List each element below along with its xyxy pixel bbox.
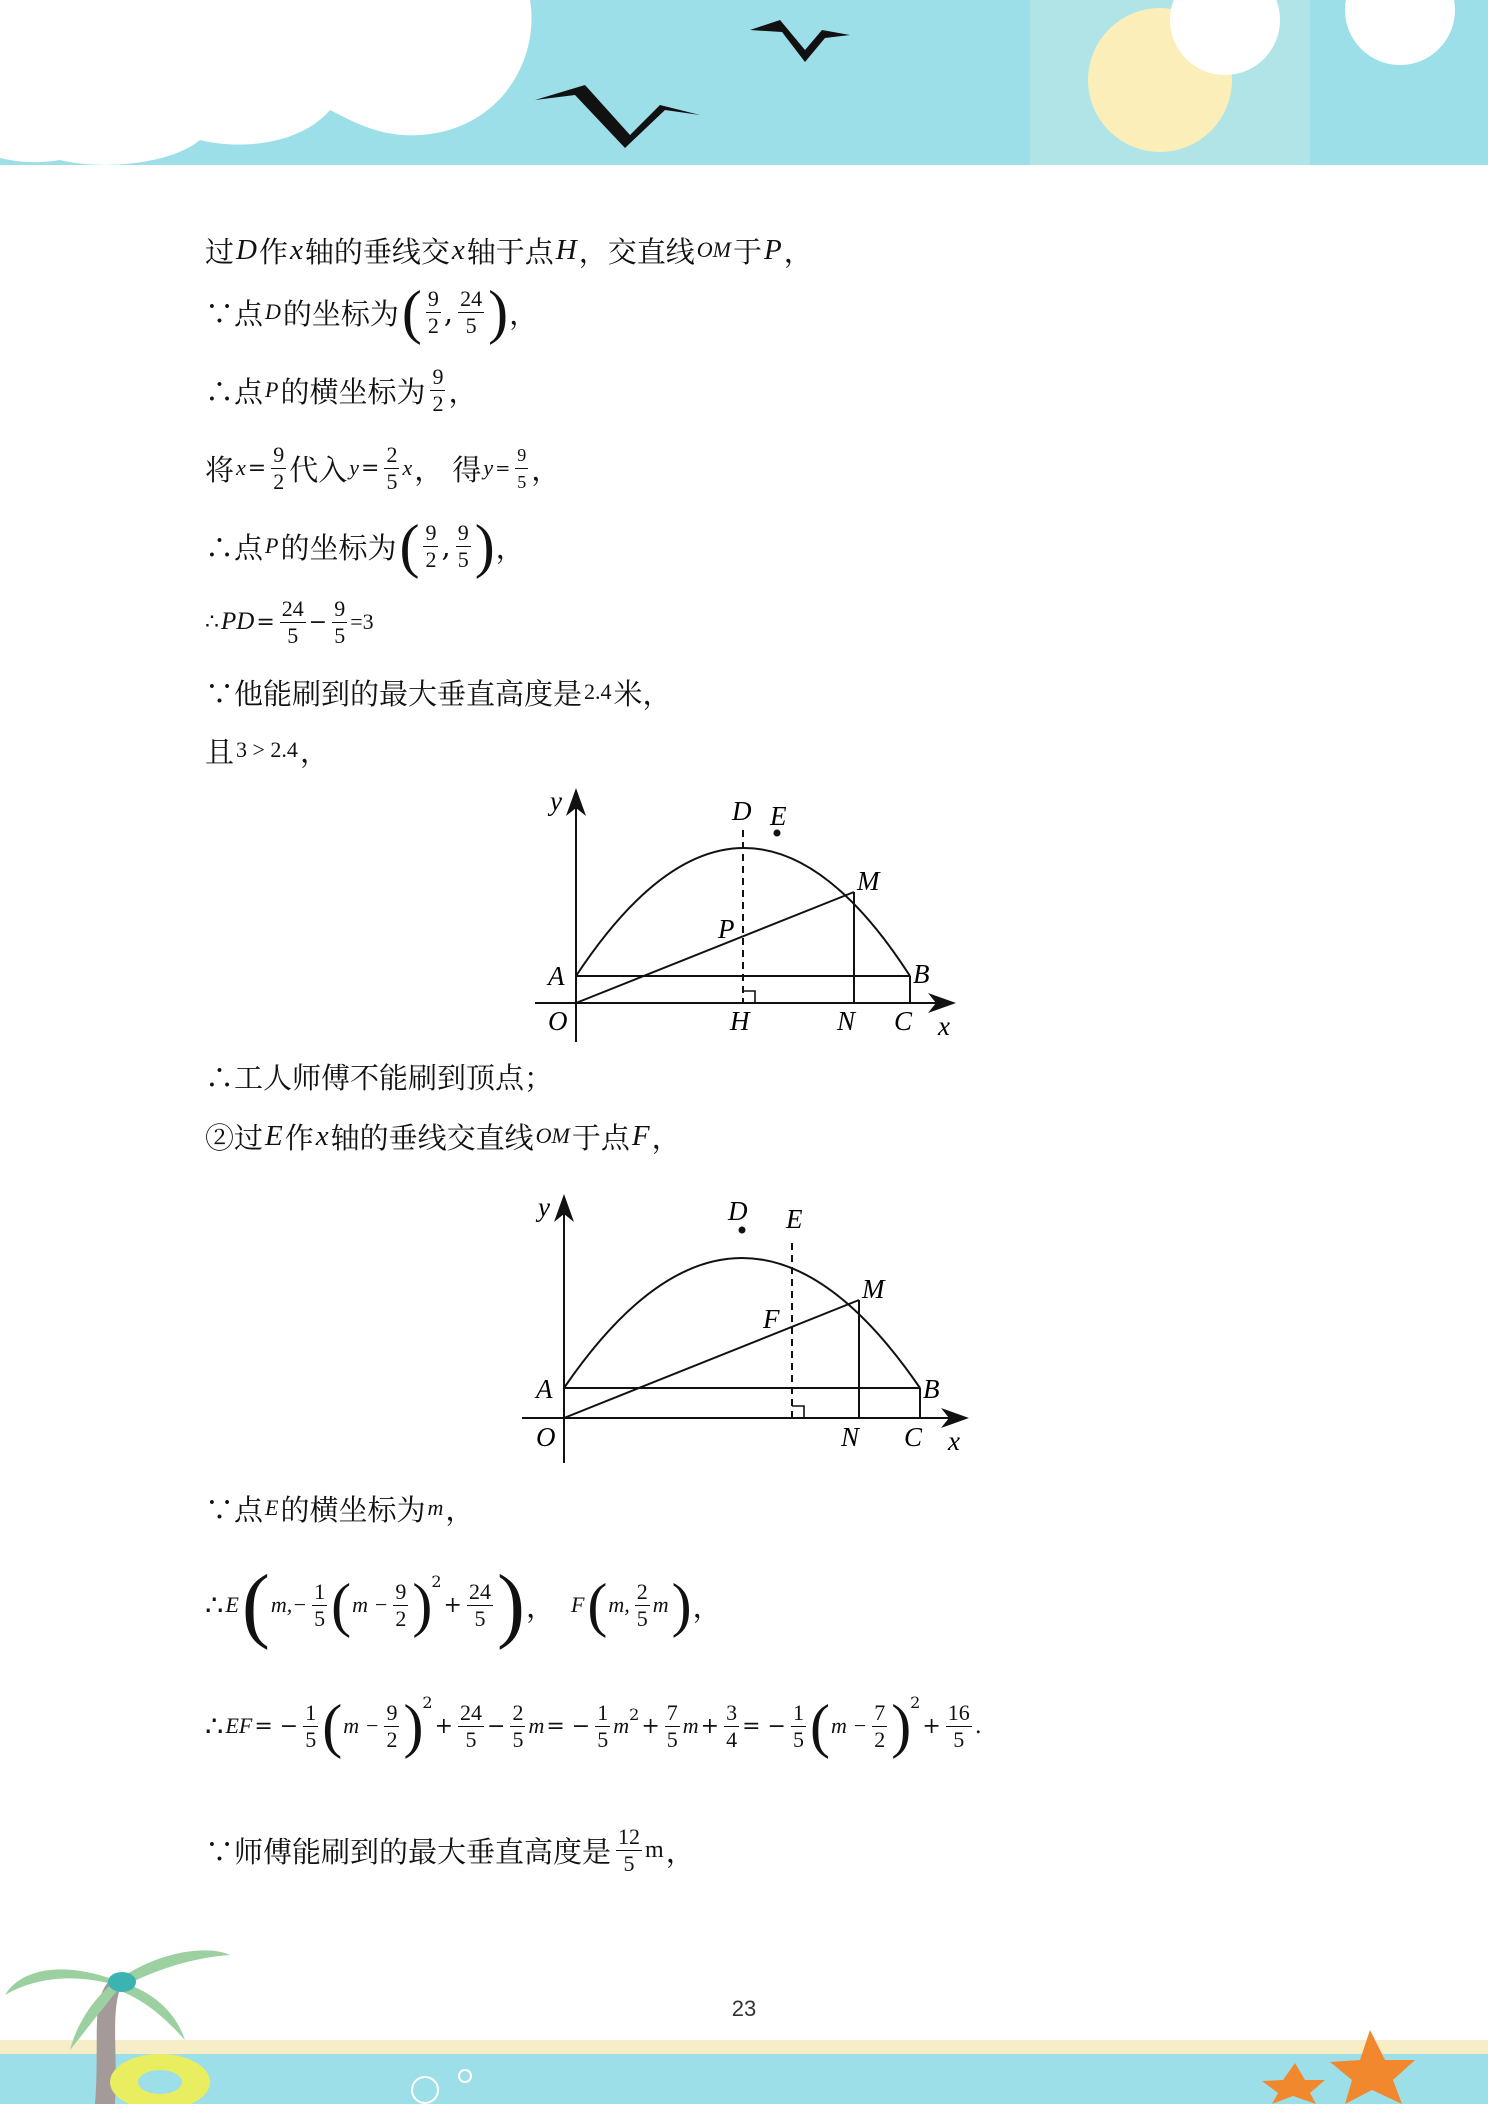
text: ②过 — [205, 1120, 264, 1155]
label-M: M — [862, 1274, 885, 1304]
text: 于点 — [571, 1120, 630, 1155]
left-paren: ( — [322, 1693, 343, 1759]
text: ， — [495, 530, 525, 565]
label-y: y — [538, 1192, 550, 1222]
denominator: 5 — [636, 1605, 648, 1631]
label-H: H — [730, 1006, 750, 1036]
denominator: 5 — [666, 1726, 678, 1752]
label-O: O — [548, 1006, 568, 1036]
denominator: 5 — [623, 1850, 635, 1876]
text: ， — [665, 1834, 695, 1869]
label-M: M — [857, 866, 880, 896]
left-paren: ( — [241, 1558, 270, 1651]
var-H: H — [555, 233, 577, 266]
line-OM — [564, 1300, 859, 1418]
numerator: 9 — [273, 441, 285, 467]
text: 米， — [613, 676, 672, 711]
exponent: 2 — [431, 1571, 442, 1591]
text: ∴ — [205, 1588, 224, 1622]
text: 于 — [732, 234, 762, 269]
var-OM: OM — [535, 1123, 570, 1148]
exponent: 2 — [422, 1692, 433, 1712]
denominator: 2 — [432, 390, 444, 416]
label-A: A — [548, 961, 565, 991]
unit: m — [645, 1836, 664, 1863]
plus: + — [434, 1713, 454, 1739]
inequality: 3 > 2.4 — [236, 737, 298, 762]
right-paren: ) — [488, 279, 509, 345]
numerator: 9 — [457, 519, 469, 545]
label-N: N — [837, 1006, 856, 1036]
numerator: 1 — [305, 1699, 317, 1725]
numerator: 7 — [874, 1699, 886, 1725]
result: =3 — [350, 609, 374, 634]
var-P: P — [265, 533, 279, 558]
label-y: y — [550, 786, 562, 816]
line-5 — [205, 511, 527, 581]
numerator: 9 — [427, 285, 439, 311]
equals: = − — [546, 1713, 591, 1739]
text: ∴ — [205, 609, 219, 635]
value: 2.4 — [584, 679, 612, 704]
var-m: m — [652, 1592, 669, 1617]
text: 的坐标为 — [282, 296, 399, 331]
right-paren: ) — [671, 1572, 692, 1638]
var-P: P — [265, 377, 279, 402]
top-banner — [0, 0, 1488, 170]
text: 轴于点 — [466, 234, 554, 269]
denominator: 2 — [386, 1726, 398, 1752]
fraction — [510, 1700, 525, 1753]
fraction — [872, 1700, 887, 1753]
var-EF: EF — [225, 1713, 253, 1738]
numerator: 16 — [947, 1699, 970, 1725]
fraction — [458, 286, 484, 339]
var-m: m — [427, 1495, 444, 1520]
right-paren: ) — [891, 1693, 912, 1759]
plus: + — [641, 1713, 660, 1739]
palm-leaf — [5, 1969, 115, 1995]
fraction — [393, 1579, 408, 1632]
text: ∴工人师傅不能刷到顶点； — [205, 1060, 554, 1095]
label-A: A — [536, 1374, 553, 1404]
denominator: 5 — [334, 622, 346, 648]
plus: + — [443, 1592, 462, 1618]
left-paren: ( — [401, 279, 422, 345]
text: ， 得 — [414, 452, 482, 487]
numerator: 9 — [395, 1578, 407, 1604]
numerator: 2 — [636, 1578, 648, 1604]
text: ∴点 — [205, 530, 264, 565]
equals: = — [247, 455, 267, 481]
var-x: x — [451, 233, 465, 266]
fraction — [423, 520, 438, 573]
comma: , — [443, 295, 454, 329]
denominator: 5 — [517, 471, 527, 492]
figure-1-diagram — [520, 780, 970, 1045]
var-D: D — [265, 299, 281, 324]
numerator: 12 — [618, 1823, 641, 1849]
var-E: E — [225, 1592, 239, 1617]
var-D: D — [236, 233, 257, 266]
exponent: 2 — [910, 1692, 921, 1712]
equals: = — [256, 609, 275, 635]
numerator: 9 — [425, 519, 437, 545]
text: ， — [783, 234, 813, 269]
text: ， — [445, 1492, 475, 1527]
text: ∴ — [205, 1709, 224, 1743]
var-m: m — [682, 1713, 699, 1738]
label-N: N — [841, 1422, 860, 1452]
minus: − — [487, 1713, 506, 1739]
denominator: 5 — [457, 546, 469, 572]
label-D: D — [732, 796, 752, 826]
label-B: B — [913, 959, 930, 989]
denominator: 5 — [474, 1605, 486, 1631]
var-y: y — [483, 455, 494, 480]
right-paren: ) — [496, 1558, 525, 1651]
denominator: 2 — [395, 1605, 407, 1631]
numerator: 3 — [726, 1699, 738, 1725]
fraction — [515, 442, 528, 495]
text: 的横坐标为 — [280, 1492, 426, 1527]
text: ， — [692, 1589, 722, 1624]
fraction — [384, 442, 399, 495]
text: 的坐标为 — [280, 530, 397, 565]
label-C: C — [894, 1006, 913, 1036]
var-x: x — [402, 455, 413, 480]
fraction — [430, 364, 445, 417]
fraction — [665, 1700, 680, 1753]
text: ∵点 — [205, 1492, 264, 1527]
right-paren: ) — [403, 1693, 424, 1759]
fraction — [595, 1700, 610, 1753]
left-paren: ( — [331, 1572, 352, 1638]
text: 过 — [205, 234, 235, 269]
numerator: 9 — [386, 1699, 398, 1725]
period: . — [974, 1713, 982, 1739]
text: 代入 — [289, 452, 348, 487]
numerator: 1 — [792, 1699, 804, 1725]
right-angle-mark — [792, 1406, 804, 1418]
var-F: F — [631, 1119, 650, 1152]
var-x: x — [315, 1119, 329, 1152]
var-y: y — [349, 455, 359, 480]
denominator: 4 — [726, 1726, 738, 1752]
equals: = — [361, 455, 380, 481]
text: 将 — [205, 452, 235, 487]
var-m: m − — [343, 1713, 380, 1738]
right-paren: ) — [412, 1572, 433, 1638]
text: ， — [525, 1589, 555, 1624]
text: ∴点 — [205, 374, 264, 409]
var-m: m − — [830, 1713, 868, 1738]
point-D — [739, 1227, 746, 1234]
fraction — [456, 520, 471, 573]
text: ， — [509, 296, 539, 331]
var-m: m,− — [270, 1592, 308, 1617]
numerator: 24 — [281, 595, 304, 621]
line-10 — [205, 1101, 683, 1171]
denominator: 5 — [512, 1726, 524, 1752]
text: 且 — [205, 734, 235, 769]
left-paren: ( — [399, 513, 420, 579]
var-m: m − — [352, 1592, 389, 1617]
plus: + — [700, 1713, 720, 1739]
var-x: x — [236, 455, 246, 480]
line-13 — [205, 1681, 984, 1771]
text: ， — [651, 1120, 681, 1155]
text: ， — [299, 734, 329, 769]
fraction — [426, 286, 441, 339]
label-O: O — [536, 1422, 556, 1452]
fraction — [467, 1579, 493, 1632]
numerator: 1 — [597, 1699, 609, 1725]
fraction — [271, 442, 286, 495]
denominator: 5 — [314, 1605, 326, 1631]
fraction — [791, 1700, 806, 1753]
var-m: m — [528, 1713, 545, 1738]
fraction — [303, 1700, 318, 1753]
label-E: E — [770, 801, 787, 831]
var-P: P — [763, 233, 782, 266]
right-angle-mark — [743, 991, 755, 1003]
numerator: 2 — [386, 441, 398, 467]
denominator: 5 — [386, 468, 398, 494]
denominator: 5 — [597, 1726, 609, 1752]
fraction — [635, 1579, 650, 1632]
denominator: 2 — [425, 546, 437, 572]
denominator: 5 — [465, 312, 477, 338]
denominator: 5 — [465, 1726, 477, 1752]
text: ， — [448, 374, 478, 409]
fraction — [616, 1824, 642, 1877]
label-x: x — [948, 1426, 960, 1456]
numerator: 24 — [460, 285, 483, 311]
fraction — [312, 1579, 327, 1632]
numerator: 1 — [314, 1578, 326, 1604]
label-E: E — [786, 1204, 803, 1234]
var-PD: PD — [221, 608, 255, 635]
var-OM: OM — [696, 237, 731, 262]
denominator: 5 — [287, 622, 299, 648]
fraction — [946, 1700, 972, 1753]
figure-2-diagram — [520, 1188, 980, 1463]
denominator: 2 — [874, 1726, 886, 1752]
equals: = — [495, 457, 511, 479]
equals: = − — [254, 1713, 299, 1739]
text: 作 — [258, 234, 288, 269]
line-6 — [205, 587, 376, 657]
fraction — [280, 596, 306, 649]
fraction — [724, 1700, 739, 1753]
numerator: 7 — [666, 1699, 678, 1725]
label-P: P — [718, 914, 735, 944]
numerator: 9 — [515, 442, 528, 469]
denominator: 2 — [427, 312, 439, 338]
denominator: 5 — [305, 1726, 317, 1752]
label-F: F — [763, 1304, 780, 1334]
line-2 — [205, 277, 540, 347]
var-E: E — [265, 1495, 279, 1520]
line-11 — [205, 1473, 476, 1543]
plus: + — [922, 1713, 941, 1739]
denominator: 5 — [792, 1726, 804, 1752]
var-x: x — [289, 233, 303, 266]
line-14 — [205, 1815, 697, 1885]
exponent: 2 — [629, 1704, 640, 1724]
line-OM — [576, 892, 854, 1003]
numerator: 24 — [460, 1699, 483, 1725]
numerator: 24 — [468, 1578, 491, 1604]
line-3 — [205, 355, 480, 425]
numerator: 2 — [512, 1699, 524, 1725]
text: 轴的垂线交 — [304, 234, 450, 269]
line-12 — [205, 1560, 724, 1650]
fraction — [384, 1700, 399, 1753]
label-B: B — [923, 1374, 940, 1404]
line-8 — [205, 715, 331, 785]
numerator: 9 — [334, 595, 346, 621]
line-1 — [205, 215, 815, 285]
text: ∵点 — [205, 296, 264, 331]
line-4 — [205, 433, 562, 503]
left-paren: ( — [587, 1572, 608, 1638]
label-D: D — [728, 1196, 748, 1226]
label-C: C — [904, 1422, 923, 1452]
text: ，交直线 — [578, 234, 695, 269]
text: ∵师傅能刷到的最大垂直高度是 — [205, 1834, 612, 1869]
denominator: 5 — [953, 1726, 965, 1752]
text: 的横坐标为 — [280, 374, 426, 409]
label-x: x — [938, 1011, 950, 1041]
numerator: 9 — [432, 363, 444, 389]
right-paren: ) — [474, 513, 495, 579]
var-m: m, — [608, 1592, 630, 1617]
text: ， — [531, 452, 561, 487]
minus: − — [308, 609, 328, 635]
var-E: E — [265, 1119, 283, 1152]
comma: , — [441, 529, 451, 563]
fraction — [332, 596, 347, 649]
fraction — [458, 1700, 484, 1753]
text: ∵他能刷到的最大垂直高度是 — [205, 676, 583, 711]
var-F: F — [570, 1592, 585, 1617]
text: 轴的垂线交直线 — [330, 1120, 534, 1155]
denominator: 2 — [273, 468, 285, 494]
text: 作 — [284, 1120, 314, 1155]
equals: = − — [742, 1713, 786, 1739]
var-m: m — [613, 1713, 630, 1738]
page-number: 23 — [731, 1996, 757, 2021]
left-paren: ( — [809, 1693, 830, 1759]
